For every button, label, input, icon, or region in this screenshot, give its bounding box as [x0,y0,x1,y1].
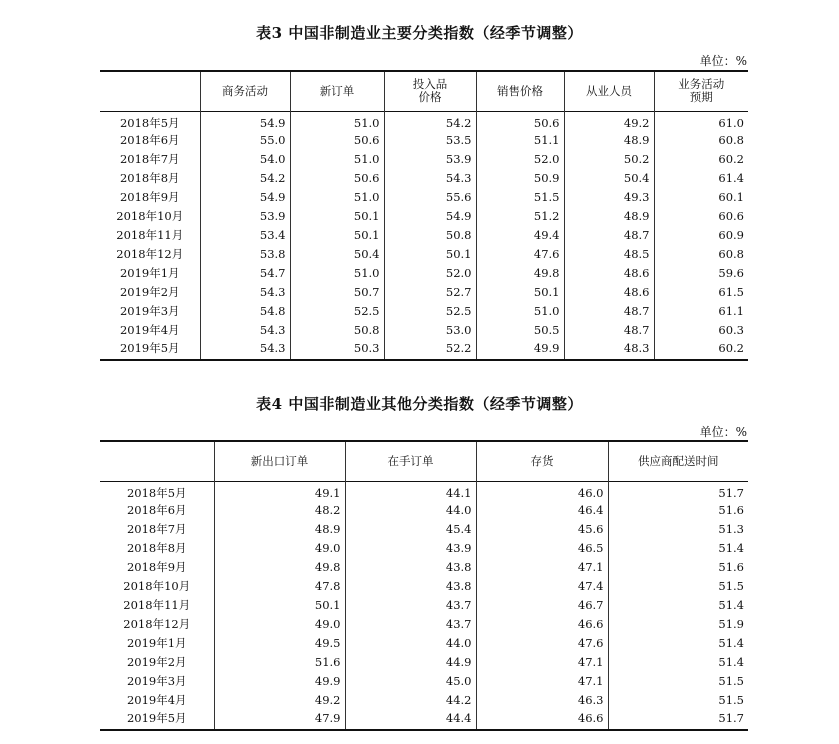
table-cell: 47.1 [476,558,608,577]
table4-body [100,481,748,730]
row-label: 2019年4月 [126,693,187,707]
table-row [100,710,748,730]
table-cell: 44.0 [345,501,476,520]
table-cell: 53.9 [384,150,476,169]
column-header: 销售价格 [476,71,564,111]
table-cell: 50.1 [476,283,564,302]
table-row [100,539,748,558]
table-cell: 47.6 [476,634,608,653]
table-cell: 51.1 [476,131,564,150]
table-cell: 53.0 [384,321,476,340]
table-cell: 49.0 [214,539,345,558]
table-row [100,634,748,653]
table-row [100,653,748,672]
row-label: 2019年4月 [119,323,180,337]
table-cell: 49.2 [564,111,654,131]
table-row [100,501,748,520]
table-cell: 48.6 [564,264,654,283]
table-cell: 48.9 [564,131,654,150]
table-row [100,691,748,710]
table-cell: 47.4 [476,577,608,596]
row-label: 2019年2月 [119,285,180,299]
table-cell: 49.1 [214,481,345,501]
table3-header [100,71,748,111]
table-cell: 44.2 [345,691,476,710]
table-cell: 50.1 [214,596,345,615]
row-label: 2018年10月 [116,209,184,223]
table-cell: 51.7 [608,710,748,730]
table-row [100,340,748,360]
table-cell: 48.3 [564,340,654,360]
table-cell: 47.1 [476,653,608,672]
table-cell: 49.9 [476,340,564,360]
table-cell: 49.0 [214,615,345,634]
table-cell: 54.2 [200,169,290,188]
table-cell: 52.0 [384,264,476,283]
table-cell: 43.9 [345,539,476,558]
table-cell: 51.4 [608,653,748,672]
table-cell: 51.3 [608,520,748,539]
table-cell: 49.2 [214,691,345,710]
table-cell: 49.9 [214,672,345,691]
table-cell: 52.5 [384,302,476,321]
table-cell: 55.6 [384,188,476,207]
table-cell: 50.1 [290,226,384,245]
table-cell: 54.3 [384,169,476,188]
table-cell: 47.6 [476,245,564,264]
table-cell: 50.5 [476,321,564,340]
table-cell: 46.6 [476,710,608,730]
table-cell: 54.3 [200,283,290,302]
table-cell: 51.0 [290,264,384,283]
table-cell: 49.8 [476,264,564,283]
table-cell: 50.8 [384,226,476,245]
table-cell: 60.9 [654,226,748,245]
table3-body [100,111,748,360]
table-cell: 48.7 [564,321,654,340]
table-cell: 50.1 [290,207,384,226]
row-label: 2018年9月 [126,560,187,574]
table-row [100,169,748,188]
table-cell: 55.0 [200,131,290,150]
table-cell: 49.3 [564,188,654,207]
table-cell: 50.1 [384,245,476,264]
table-cell: 53.9 [200,207,290,226]
table-cell: 49.5 [214,634,345,653]
table-cell: 50.2 [564,150,654,169]
table-cell: 60.6 [654,207,748,226]
table-cell: 48.9 [214,520,345,539]
row-label: 2018年9月 [119,190,180,204]
table-row [100,302,748,321]
table-cell: 43.8 [345,577,476,596]
table-cell: 47.9 [214,710,345,730]
table-cell: 44.9 [345,653,476,672]
table-cell: 49.8 [214,558,345,577]
column-header: 业务活动 预期 [654,71,748,111]
table-cell: 52.0 [476,150,564,169]
row-label: 2018年5月 [126,485,187,500]
row-label: 2019年3月 [126,674,187,688]
table-cell: 51.6 [608,501,748,520]
table-cell: 50.4 [564,169,654,188]
table-cell: 51.0 [290,188,384,207]
table-cell: 60.1 [654,188,748,207]
table-cell: 51.6 [214,653,345,672]
column-header: 从业人员 [564,71,654,111]
table-cell: 50.7 [290,283,384,302]
table-cell: 45.4 [345,520,476,539]
row-label: 2018年10月 [123,579,191,593]
table-cell: 51.0 [290,150,384,169]
table-row [100,111,748,131]
row-label: 2019年3月 [119,304,180,318]
table-cell: 51.7 [608,481,748,501]
row-label: 2018年7月 [119,152,180,166]
table-cell: 43.7 [345,596,476,615]
table-cell: 54.9 [384,207,476,226]
table-cell: 48.6 [564,283,654,302]
table-cell: 51.2 [476,207,564,226]
row-label: 2019年2月 [126,655,187,669]
row-label: 2018年8月 [119,171,180,185]
header-corner [100,441,214,481]
table-cell: 45.0 [345,672,476,691]
column-header: 存货 [476,441,608,481]
table-cell: 51.5 [608,672,748,691]
table-cell: 43.8 [345,558,476,577]
table-row [100,558,748,577]
table-cell: 48.9 [564,207,654,226]
table-cell: 48.5 [564,245,654,264]
table-cell: 51.4 [608,596,748,615]
row-label: 2019年1月 [119,266,180,280]
table-cell: 61.4 [654,169,748,188]
table-cell: 46.6 [476,615,608,634]
table-cell: 50.3 [290,340,384,360]
table-cell: 50.4 [290,245,384,264]
row-label: 2018年7月 [126,522,187,536]
table-row [100,264,748,283]
table-cell: 51.0 [290,111,384,131]
table-cell: 44.1 [345,481,476,501]
table-cell: 51.0 [476,302,564,321]
table-cell: 50.6 [476,111,564,131]
table-cell: 60.8 [654,245,748,264]
table-cell: 54.9 [200,111,290,131]
table-cell: 50.6 [290,169,384,188]
table-cell: 59.6 [654,264,748,283]
row-label: 2018年11月 [116,228,184,242]
table-cell: 51.9 [608,615,748,634]
row-label: 2018年5月 [119,115,180,130]
table-cell: 52.7 [384,283,476,302]
table-cell: 46.7 [476,596,608,615]
table-cell: 51.5 [476,188,564,207]
table-cell: 44.0 [345,634,476,653]
row-label: 2019年1月 [126,636,187,650]
row-label: 2019年5月 [126,710,187,725]
table-cell: 44.4 [345,710,476,730]
table-row [100,672,748,691]
column-header: 供应商配送时间 [608,441,748,481]
table-cell: 50.8 [290,321,384,340]
table-cell: 47.1 [476,672,608,691]
table-cell: 60.2 [654,340,748,360]
table-row [100,226,748,245]
table4 [100,440,748,731]
table3 [100,70,748,361]
row-label: 2018年12月 [123,617,191,631]
table-cell: 53.8 [200,245,290,264]
table-cell: 50.9 [476,169,564,188]
table-row [100,615,748,634]
column-header: 商务活动 [200,71,290,111]
table-cell: 50.6 [290,131,384,150]
table-cell: 60.2 [654,150,748,169]
row-label: 2019年5月 [119,340,180,355]
table-row [100,188,748,207]
table4-header [100,441,748,481]
row-label: 2018年12月 [116,247,184,261]
table-cell: 51.5 [608,691,748,710]
table-cell: 61.5 [654,283,748,302]
table-cell: 53.4 [200,226,290,245]
table-cell: 52.2 [384,340,476,360]
table-row [100,207,748,226]
table-cell: 51.5 [608,577,748,596]
table-row [100,577,748,596]
table4-title: 表4 中国非制造业其他分类指数（经季节调整） [256,395,583,413]
table-row [100,596,748,615]
header-corner [100,71,200,111]
table-row [100,283,748,302]
table3-unit: 单位：% [699,54,747,68]
row-label: 2018年8月 [126,541,187,555]
table-cell: 43.7 [345,615,476,634]
row-label: 2018年6月 [119,133,180,147]
table4-unit: 单位：% [699,425,747,439]
column-header: 投入品 价格 [384,71,476,111]
column-header: 新出口订单 [214,441,345,481]
table-row [100,131,748,150]
column-header: 新订单 [290,71,384,111]
table-cell: 61.0 [654,111,748,131]
table-cell: 54.2 [384,111,476,131]
table-row [100,245,748,264]
table-cell: 46.5 [476,539,608,558]
table-cell: 54.7 [200,264,290,283]
table-row [100,481,748,501]
table-cell: 47.8 [214,577,345,596]
table-cell: 48.2 [214,501,345,520]
column-header: 在手订单 [345,441,476,481]
table-cell: 54.0 [200,150,290,169]
table-cell: 48.7 [564,302,654,321]
table-cell: 51.4 [608,634,748,653]
table-cell: 51.4 [608,539,748,558]
table-cell: 51.6 [608,558,748,577]
table-cell: 46.3 [476,691,608,710]
table-cell: 54.3 [200,321,290,340]
table3-title: 表3 中国非制造业主要分类指数（经季节调整） [256,24,583,42]
table-cell: 54.8 [200,302,290,321]
table-cell: 46.4 [476,501,608,520]
table-row [100,520,748,539]
table-cell: 53.5 [384,131,476,150]
row-label: 2018年11月 [123,598,191,612]
table-row [100,321,748,340]
table-cell: 45.6 [476,520,608,539]
table-cell: 46.0 [476,481,608,501]
table-cell: 52.5 [290,302,384,321]
table-cell: 54.9 [200,188,290,207]
table-cell: 54.3 [200,340,290,360]
row-label: 2018年6月 [126,503,187,517]
table-cell: 60.8 [654,131,748,150]
table-cell: 48.7 [564,226,654,245]
table-cell: 49.4 [476,226,564,245]
table-cell: 61.1 [654,302,748,321]
table-row [100,150,748,169]
table-cell: 60.3 [654,321,748,340]
